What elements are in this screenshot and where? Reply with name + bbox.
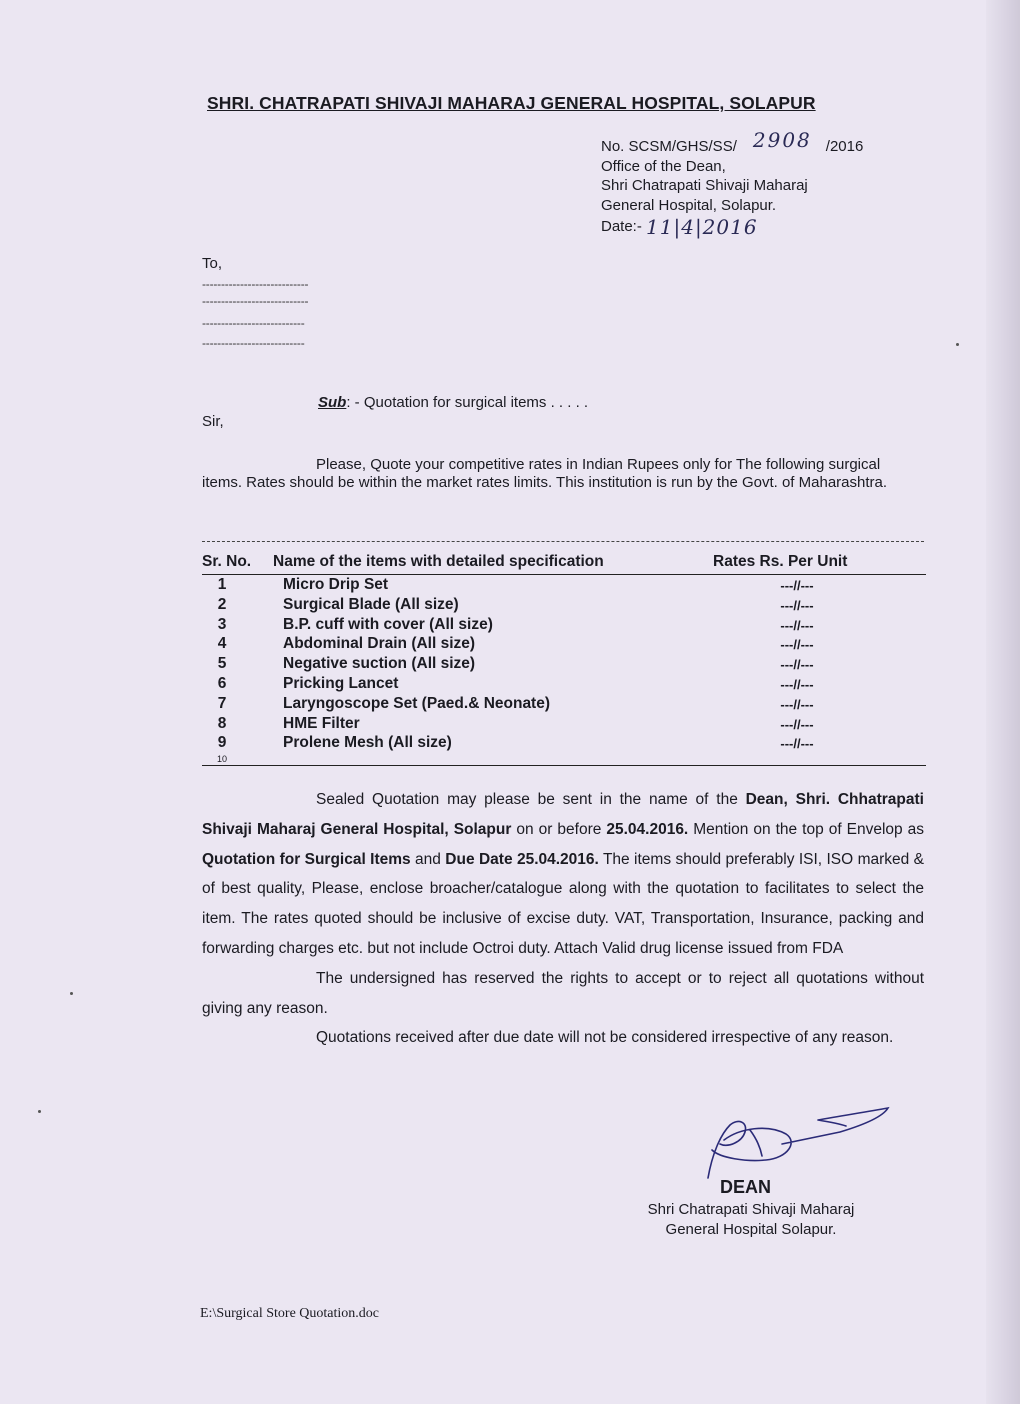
terms-paragraph-3: Quotations received after due date will not be considered irrespective of any reason. bbox=[316, 1029, 894, 1047]
signatory-title: DEAN bbox=[720, 1177, 772, 1197]
rate-cell: ---//--- bbox=[780, 696, 814, 712]
sr-cell: 4 bbox=[217, 635, 227, 653]
rate-cell: ---//--- bbox=[780, 597, 814, 613]
date-label: Date:- bbox=[601, 218, 642, 235]
salutation: Sir, bbox=[202, 413, 224, 430]
reference-number-line bbox=[601, 128, 864, 157]
rate-cell: ---//--- bbox=[780, 617, 814, 633]
header-item-name: Name of the items with detailed specification bbox=[273, 553, 604, 570]
table-row-last bbox=[202, 753, 926, 766]
subject-line bbox=[318, 394, 588, 411]
handwritten-date: 11|4|2016 bbox=[646, 215, 758, 239]
sr-cell: 9 bbox=[217, 734, 227, 752]
table-row bbox=[202, 634, 926, 654]
item-name-cell: B.P. cuff with cover (All size) bbox=[283, 615, 493, 633]
rate-cell: ---//--- bbox=[780, 736, 814, 752]
hospital-title: SHRI. CHATRAPATI SHIVAJI MAHARAJ GENERAL HOSPITAL, SOLAPUR bbox=[207, 93, 816, 113]
last-row-sr: 10 bbox=[216, 754, 227, 765]
office-block bbox=[601, 128, 864, 239]
handwritten-ref-number: 2908 bbox=[752, 128, 812, 152]
intro-paragraph bbox=[202, 456, 924, 491]
subject-text: : - Quotation for surgical items . . . . . bbox=[346, 394, 589, 411]
sr-cell: 8 bbox=[217, 714, 227, 732]
header-rate: Rates Rs. Per Unit bbox=[713, 553, 848, 570]
table-row bbox=[202, 674, 926, 694]
office-line-2: Shri Chatrapati Shivaji Maharaj bbox=[601, 177, 808, 194]
rate-cell: ---//--- bbox=[780, 716, 814, 732]
table-row bbox=[202, 694, 926, 714]
to-label: To, bbox=[202, 255, 223, 272]
item-name-cell: Pricking Lancet bbox=[283, 674, 399, 692]
sr-cell: 6 bbox=[217, 674, 227, 692]
dashed-divider bbox=[202, 541, 924, 542]
item-name-cell: Laryngoscope Set (Paed.& Neonate) bbox=[283, 694, 551, 712]
office-line-1: Office of the Dean, bbox=[601, 157, 726, 175]
terms-paragraph-1: Sealed Quotation may please be sent in the name of the Dean, Shri. Chhatrapati Shivaji Maharaj General Hospital, Solapur on or before 25.04.2016. Mention on the top of Envelop as Quotation for Surgical Items and Due Date 25.04.2016. The items should preferably ISI, ISO marked & of best quality, Please, enclose broacher/catalogue along with the quotation to facilitates to select the item. The rates quoted should be inclusive of excise duty. VAT, Transportation, Insurance, packing and forwarding charges etc. but not include Octroi duty. Attach Valid drug license issued from FDA bbox=[202, 791, 924, 957]
recipient-blank-line: ---------------------------- bbox=[202, 294, 309, 308]
page-edge-shadow bbox=[986, 0, 1020, 1404]
rate-cell: ---//--- bbox=[780, 578, 814, 593]
recipient-blank-line: --------------------------- bbox=[202, 316, 305, 330]
sr-cell: 2 bbox=[217, 595, 227, 613]
table-body bbox=[202, 575, 926, 753]
item-name-cell: Negative suction (All size) bbox=[283, 655, 476, 673]
sr-cell: 3 bbox=[217, 615, 227, 633]
header-sr-no: Sr. No. bbox=[202, 553, 252, 570]
ref-prefix: No. SCSM/GHS/SS/ bbox=[601, 138, 737, 155]
sr-cell: 5 bbox=[217, 655, 227, 673]
terms-block bbox=[202, 785, 924, 1053]
item-name-cell: Micro Drip Set bbox=[283, 576, 389, 593]
recipient-blank-line: ---------------------------- bbox=[202, 277, 309, 291]
table-row bbox=[202, 575, 926, 595]
scan-speck bbox=[70, 992, 73, 995]
item-name-cell: Surgical Blade (All size) bbox=[283, 595, 459, 613]
table-row bbox=[202, 714, 926, 734]
table-row bbox=[202, 733, 926, 753]
signatory-line-1: Shri Chatrapati Shivaji Maharaj bbox=[647, 1201, 855, 1218]
table-row bbox=[202, 654, 926, 674]
sr-cell: 1 bbox=[217, 576, 227, 593]
intro-text: Please, Quote your competitive rates in Indian Rupees only for The following surgical items. Rates should be within the market rates limits. This institution is run by the Govt. of Maharashtra. bbox=[202, 456, 888, 491]
rate-cell: ---//--- bbox=[780, 657, 814, 673]
rate-cell: ---//--- bbox=[780, 676, 814, 692]
scan-speck bbox=[38, 1110, 41, 1113]
ref-suffix: /2016 bbox=[825, 138, 864, 155]
subject-label: Sub bbox=[318, 394, 347, 411]
scan-speck bbox=[956, 343, 959, 346]
signatory-address bbox=[631, 1200, 871, 1240]
office-line-3: General Hospital, Solapur. bbox=[601, 196, 777, 214]
date-line bbox=[601, 215, 863, 237]
table-row bbox=[202, 595, 926, 615]
file-path-footer: E:\Surgical Store Quotation.doc bbox=[200, 1306, 379, 1321]
rate-cell: ---//--- bbox=[780, 637, 814, 653]
terms-paragraph-2: The undersigned has reserved the rights to accept or to reject all quotations without giving any reason. bbox=[202, 969, 924, 1017]
sr-cell: 7 bbox=[217, 694, 227, 712]
recipient-blank-line: --------------------------- bbox=[202, 336, 305, 350]
item-name-cell: Prolene Mesh (All size) bbox=[283, 734, 452, 752]
item-name-cell: HME Filter bbox=[283, 714, 360, 732]
items-table bbox=[202, 552, 926, 766]
item-name-cell: Abdominal Drain (All size) bbox=[283, 635, 476, 653]
table-row bbox=[202, 615, 926, 635]
signatory-line-2: General Hospital Solapur. bbox=[665, 1221, 837, 1238]
table-header bbox=[202, 552, 926, 575]
